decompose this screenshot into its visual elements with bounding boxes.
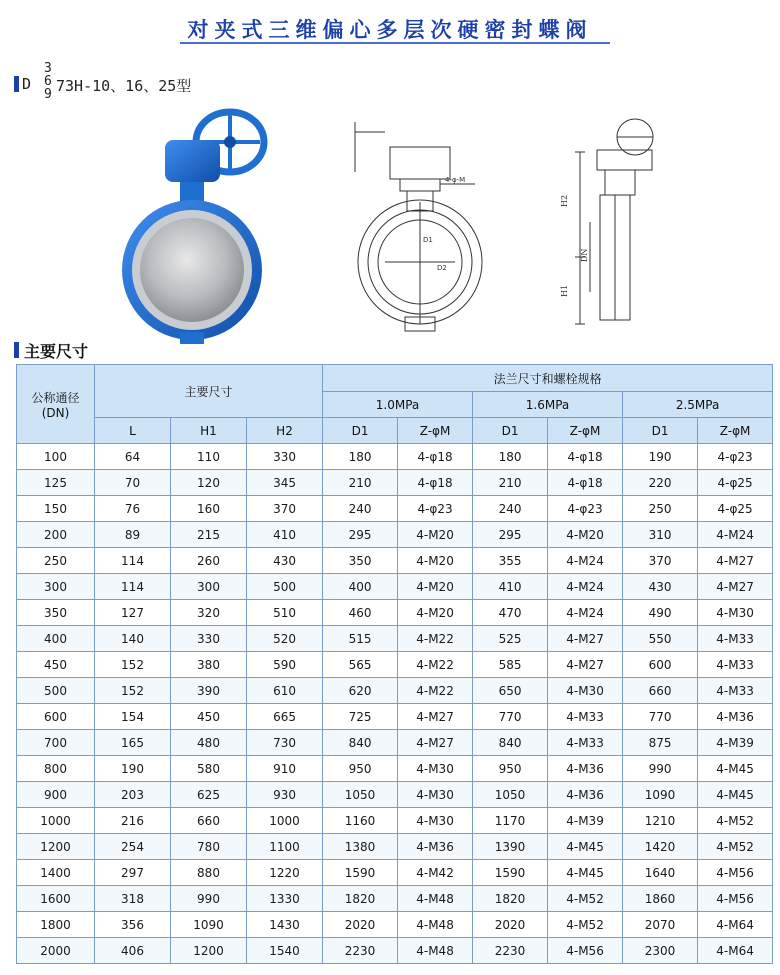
table-cell: 254 [95,834,171,860]
table-cell: 120 [171,470,247,496]
model-stack-mid: 6 [44,74,52,89]
table-cell: 355 [473,548,548,574]
table-cell: 400 [17,626,95,652]
table-cell: 4-φ23 [698,444,773,470]
table-row [17,730,773,756]
table-cell: 450 [171,704,247,730]
table-cell: 1640 [623,860,698,886]
table-cell: 1860 [623,886,698,912]
table-cell: 600 [623,652,698,678]
label-h1: H1 [560,284,569,297]
table-cell: 370 [623,548,698,574]
table-cell: 4-M22 [398,626,473,652]
table-cell: 114 [95,574,171,600]
table-cell: 190 [623,444,698,470]
table-cell: 4-M27 [398,704,473,730]
table-cell: 1540 [247,938,323,964]
table-cell: 1090 [171,912,247,938]
table-cell: 4-φ23 [548,496,623,522]
table-cell: 89 [95,522,171,548]
table-cell: 4-M22 [398,652,473,678]
table-cell: 345 [247,470,323,496]
table-cell: 4-M52 [548,886,623,912]
table-cell: 350 [17,600,95,626]
table-cell: 114 [95,548,171,574]
table-body [17,444,773,964]
table-cell: 190 [95,756,171,782]
table-cell: 1050 [323,782,398,808]
table-cell: 490 [623,600,698,626]
table-cell: 1000 [17,808,95,834]
table-cell: 770 [473,704,548,730]
table-cell: 4-M27 [698,548,773,574]
label-d1: D1 [423,236,433,244]
table-cell: 4-M39 [698,730,773,756]
table-cell: 1090 [623,782,698,808]
table-cell: 620 [323,678,398,704]
table-cell: 330 [247,444,323,470]
table-cell: 4-M36 [698,704,773,730]
table-cell: 152 [95,678,171,704]
table-cell: 370 [247,496,323,522]
table-cell: 2000 [17,938,95,964]
table-cell: 900 [17,782,95,808]
table-cell: 430 [623,574,698,600]
table-cell: 180 [323,444,398,470]
table-cell: 4-M33 [548,730,623,756]
table-cell: 725 [323,704,398,730]
table-cell: 1590 [473,860,548,886]
table-row [17,704,773,730]
table-cell: 240 [323,496,398,522]
table-row [17,756,773,782]
table-row [17,548,773,574]
header-flange: 法兰尺寸和螺栓规格 [323,365,773,392]
table-cell: 215 [171,522,247,548]
header-d1-2: D1 [473,418,548,444]
table-cell: 400 [323,574,398,600]
table-row [17,626,773,652]
table-cell: 4-M27 [398,730,473,756]
table-cell: 110 [171,444,247,470]
table-row [17,938,773,964]
table-cell: 4-M36 [548,782,623,808]
table-cell: 4-M24 [548,548,623,574]
table-cell: 625 [171,782,247,808]
header-nominal-unit: (DN) [41,405,70,420]
table-cell: 4-M64 [698,938,773,964]
table-cell: 1820 [323,886,398,912]
table-cell: 1420 [623,834,698,860]
table-cell: 210 [323,470,398,496]
table-cell: 4-M22 [398,678,473,704]
table-cell: 220 [623,470,698,496]
table-cell: 4-φ18 [548,444,623,470]
model-stack-bottom: 9 [44,87,52,102]
table-cell: 950 [323,756,398,782]
table-cell: 4-M56 [698,886,773,912]
header-pressure-3: 2.5MPa [623,392,773,418]
table-cell: 4-M52 [698,808,773,834]
table-cell: 610 [247,678,323,704]
table-cell: 140 [95,626,171,652]
table-cell: 4-M52 [698,834,773,860]
table-cell: 200 [17,522,95,548]
table-cell: 4-M64 [698,912,773,938]
table-cell: 4-M20 [398,600,473,626]
table-row [17,470,773,496]
table-cell: 300 [17,574,95,600]
table-cell: 2230 [323,938,398,964]
table-cell: 4-φ25 [698,496,773,522]
header-d1-1: D1 [323,418,398,444]
section-marker [14,342,19,358]
table-cell: 585 [473,652,548,678]
table-cell: 160 [171,496,247,522]
table-cell: 990 [623,756,698,782]
header-l: L [95,418,171,444]
table-cell: 4-M24 [548,600,623,626]
table-cell: 320 [171,600,247,626]
table-cell: 1400 [17,860,95,886]
table-cell: 125 [17,470,95,496]
table-row [17,652,773,678]
table-cell: 480 [171,730,247,756]
table-row [17,808,773,834]
table-cell: 240 [473,496,548,522]
table-cell: 910 [247,756,323,782]
table-row [17,600,773,626]
table-cell: 875 [623,730,698,756]
table-cell: 4-M20 [548,522,623,548]
table-row [17,574,773,600]
table-cell: 210 [473,470,548,496]
table-cell: 4-φ18 [398,470,473,496]
table-cell: 1330 [247,886,323,912]
section-marker [14,76,19,92]
table-cell: 150 [17,496,95,522]
table-cell: 4-M48 [398,886,473,912]
table-cell: 4-φ18 [548,470,623,496]
table-cell: 800 [17,756,95,782]
table-cell: 410 [247,522,323,548]
table-cell: 550 [623,626,698,652]
header-zm-2: Z-φM [548,418,623,444]
table-cell: 500 [17,678,95,704]
table-cell: 4-M30 [698,600,773,626]
table-cell: 406 [95,938,171,964]
table-cell: 180 [473,444,548,470]
table-cell: 525 [473,626,548,652]
table-cell: 2230 [473,938,548,964]
table-cell: 650 [473,678,548,704]
table-cell: 1430 [247,912,323,938]
label-dn: DN [580,248,589,262]
table-cell: 4-M27 [548,626,623,652]
table-cell: 565 [323,652,398,678]
table-cell: 152 [95,652,171,678]
table-cell: 4-φ18 [398,444,473,470]
table-row [17,834,773,860]
table-cell: 318 [95,886,171,912]
section-title: 主要尺寸 [24,342,89,361]
header-h1: H1 [171,418,247,444]
table-cell: 295 [473,522,548,548]
table-cell: 1600 [17,886,95,912]
table-cell: 4-M20 [398,574,473,600]
table-cell: 470 [473,600,548,626]
table-cell: 880 [171,860,247,886]
table-cell: 990 [171,886,247,912]
table-cell: 4-M24 [548,574,623,600]
model-rest: 73H-10、16、25型 [56,77,192,95]
table-row [17,886,773,912]
table-cell: 4-M30 [548,678,623,704]
table-cell: 580 [171,756,247,782]
table-cell: 4-M45 [548,834,623,860]
table-cell: 4-M33 [698,678,773,704]
table-row [17,782,773,808]
table-cell: 4-M48 [398,912,473,938]
table-cell: 64 [95,444,171,470]
table-cell: 2070 [623,912,698,938]
table-cell: 4-M33 [548,704,623,730]
table-cell: 390 [171,678,247,704]
header-pressure-2: 1.6MPa [473,392,623,418]
header-main-dims: 主要尺寸 [95,365,323,418]
dimensions-table [16,364,773,964]
table-cell: 154 [95,704,171,730]
table-cell: 590 [247,652,323,678]
table-cell: 1100 [247,834,323,860]
label-h2: H2 [560,194,569,207]
table-cell: 4-φ25 [698,470,773,496]
table-cell: 1380 [323,834,398,860]
table-row [17,496,773,522]
table-cell: 1220 [247,860,323,886]
table-cell: 1160 [323,808,398,834]
table-cell: 840 [473,730,548,756]
table-cell: 430 [247,548,323,574]
table-cell: 4-M36 [548,756,623,782]
header-zm-1: Z-φM [398,418,473,444]
table-cell: 520 [247,626,323,652]
table-cell: 380 [171,652,247,678]
table-row [17,444,773,470]
table-cell: 4-M56 [698,860,773,886]
table-cell: 310 [623,522,698,548]
table-row [17,912,773,938]
table-cell: 770 [623,704,698,730]
table-cell: 4-M30 [398,782,473,808]
table-cell: 660 [623,678,698,704]
table-cell: 4-M56 [548,938,623,964]
table-cell: 780 [171,834,247,860]
table-cell: 4-M30 [398,808,473,834]
table-cell: 100 [17,444,95,470]
table-cell: 4-M33 [698,652,773,678]
table-cell: 216 [95,808,171,834]
front-view-drawing [345,112,495,337]
label-d2: D2 [437,264,447,272]
header-nominal-label: 公称通径 [31,390,80,405]
table-cell: 450 [17,652,95,678]
table-cell: 1590 [323,860,398,886]
table-cell: 4-M20 [398,548,473,574]
header-pressure-1: 1.0MPa [323,392,473,418]
table-cell: 260 [171,548,247,574]
table-cell: 600 [17,704,95,730]
table-cell: 4-M42 [398,860,473,886]
table-cell: 500 [247,574,323,600]
table-cell: 460 [323,600,398,626]
table-cell: 4-M27 [548,652,623,678]
table-cell: 1200 [17,834,95,860]
table-cell: 2020 [473,912,548,938]
table-cell: 410 [473,574,548,600]
table-cell: 4-M27 [698,574,773,600]
valve-photo [120,100,270,345]
table-cell: 1210 [623,808,698,834]
table-cell: 4-M24 [698,522,773,548]
table-cell: 515 [323,626,398,652]
model-stack-top: 3 [44,61,52,76]
table-cell: 203 [95,782,171,808]
page-title: 对夹式三维偏心多层次硬密封蝶阀 [187,18,593,42]
title-underline [180,42,610,44]
table-cell: 330 [171,626,247,652]
side-view-drawing [555,112,675,337]
header-zm-3: Z-φM [698,418,773,444]
table-cell: 700 [17,730,95,756]
table-cell: 300 [171,574,247,600]
header-h2: H2 [247,418,323,444]
table-cell: 1820 [473,886,548,912]
table-cell: 295 [323,522,398,548]
table-cell: 1000 [247,808,323,834]
table-cell: 4-φ23 [398,496,473,522]
table-cell: 70 [95,470,171,496]
table-cell: 4-M48 [398,938,473,964]
model-stack [44,62,52,101]
table-cell: 165 [95,730,171,756]
table-cell: 250 [623,496,698,522]
table-cell: 297 [95,860,171,886]
table-cell: 4-M33 [698,626,773,652]
table-cell: 4-M45 [698,782,773,808]
table-row [17,678,773,704]
table-cell: 660 [171,808,247,834]
table-cell: 2300 [623,938,698,964]
table-cell: 76 [95,496,171,522]
table-cell: 356 [95,912,171,938]
label-bolt: 4-φ-M [445,176,466,184]
table-cell: 2020 [323,912,398,938]
table-cell: 4-M36 [398,834,473,860]
header-nominal [17,365,95,444]
table-cell: 730 [247,730,323,756]
table-row [17,860,773,886]
table-cell: 250 [17,548,95,574]
table-cell: 4-M45 [698,756,773,782]
table-cell: 840 [323,730,398,756]
table-cell: 1800 [17,912,95,938]
table-cell: 1050 [473,782,548,808]
table-cell: 127 [95,600,171,626]
table-cell: 1170 [473,808,548,834]
table-cell: 930 [247,782,323,808]
table-cell: 1390 [473,834,548,860]
table-cell: 4-M39 [548,808,623,834]
table-cell: 4-M45 [548,860,623,886]
table-cell: 4-M20 [398,522,473,548]
header-d1-3: D1 [623,418,698,444]
table-cell: 350 [323,548,398,574]
table-cell: 950 [473,756,548,782]
table-cell: 510 [247,600,323,626]
model-prefix: D [22,75,32,93]
table-cell: 4-M52 [548,912,623,938]
table-cell: 4-M30 [398,756,473,782]
table-cell: 1200 [171,938,247,964]
table-row [17,522,773,548]
table-cell: 665 [247,704,323,730]
